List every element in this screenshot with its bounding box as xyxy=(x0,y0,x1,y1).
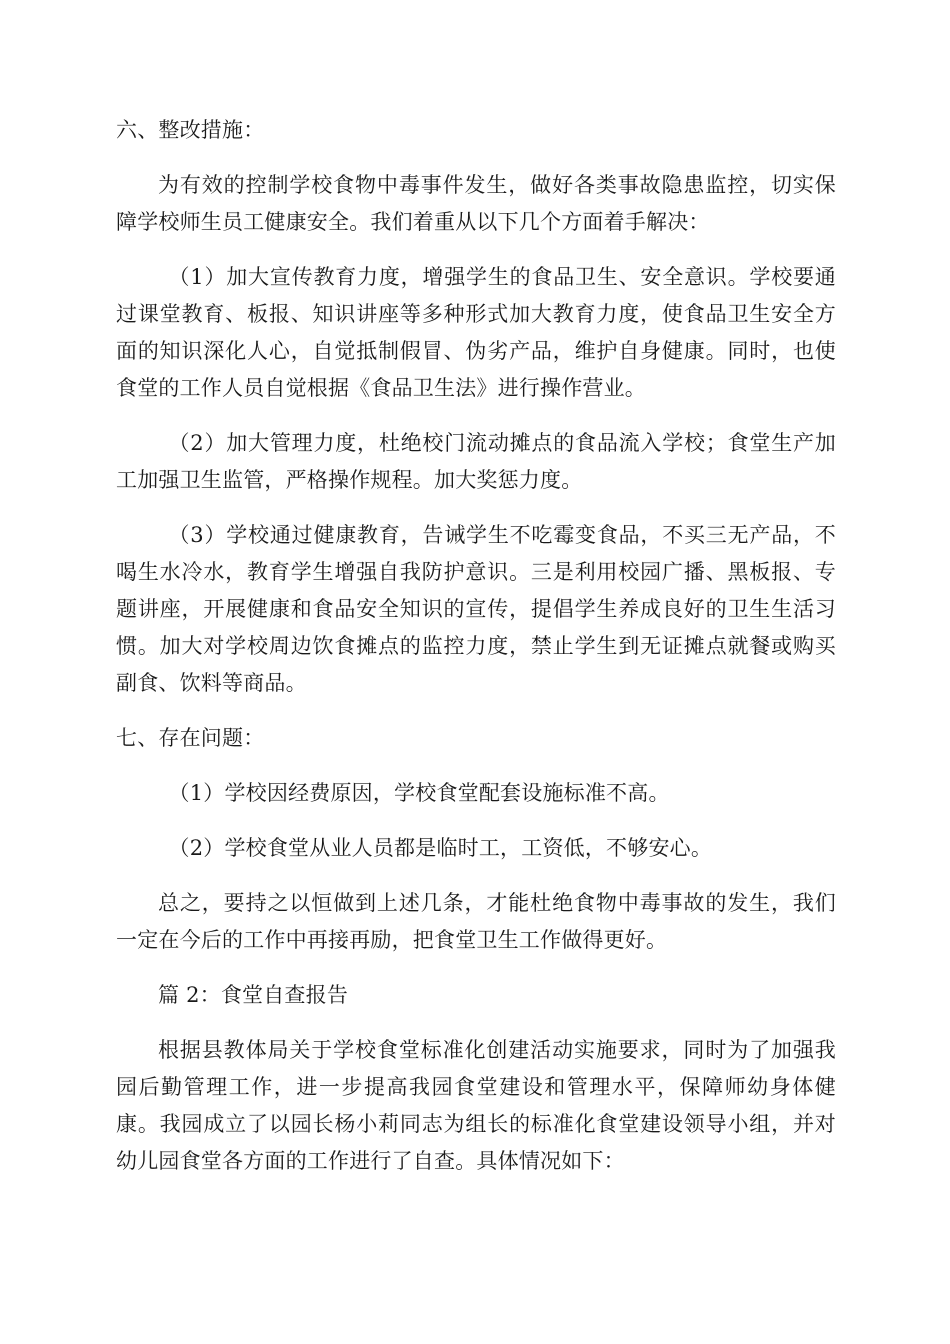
problem-1-paragraph: （1）学校因经费原因，学校食堂配套设施标准不高。 xyxy=(168,781,670,805)
problem-2-paragraph: （2）学校食堂从业人员都是临时工，工资低，不够安心。 xyxy=(168,836,713,860)
section7-heading: 七、存在问题： xyxy=(116,726,265,750)
section6-intro-paragraph: 为有效的控制学校食物中毒事件发生，做好各类事故隐患监控，切实保障学校师生员工健康安全。我们着重从以下几个方面着手解决： xyxy=(116,173,836,234)
measure-3-paragraph: （3）学校通过健康教育，告诫学生不吃霉变食品，不买三无产品，不喝生水冷水，教育学生增强自我防护意识。三是利用校园广播、黑板报、专题讲座，开展健康和食品安全知识的宣传，提倡学生养成良好的卫生生活习惯。加大对学校周边饮食摊点的监控力度，禁止学生到无证摊点就餐或购买副食、饮料等商品。 xyxy=(116,523,836,695)
measure-2-paragraph: （2）加大管理力度，杜绝校门流动摊点的食品流入学校；食堂生产加工加强卫生监管，严格操作规程。加大奖惩力度。 xyxy=(116,431,836,492)
document-body xyxy=(116,112,836,1198)
part2-intro-paragraph: 根据县教体局关于学校食堂标准化创建活动实施要求，同时为了加强我园后勤管理工作，进一步提高我园食堂建设和管理水平，保障师幼身体健康。我园成立了以园长杨小莉同志为组长的标准化食堂建设领导小组，并对幼儿园食堂各方面的工作进行了自查。具体情况如下： xyxy=(116,1038,836,1173)
summary-paragraph: 总之，要持之以恒做到上述几条，才能杜绝食物中毒事故的发生，我们一定在今后的工作中再接再励，把食堂卫生工作做得更好。 xyxy=(116,891,836,952)
measure-1-paragraph: （1）加大宣传教育力度，增强学生的食品卫生、安全意识。学校要通过课堂教育、板报、知识讲座等多种形式加大教育力度，使食品卫生安全方面的知识深化人心，自觉抵制假冒、伪劣产品，维护自身健康。同时，也使食堂的工作人员自觉根据《食品卫生法》进行操作营业。 xyxy=(116,265,836,400)
part2-title: 篇 2：食堂自查报告 xyxy=(158,983,349,1007)
section6-heading: 六、整改措施： xyxy=(116,118,265,142)
